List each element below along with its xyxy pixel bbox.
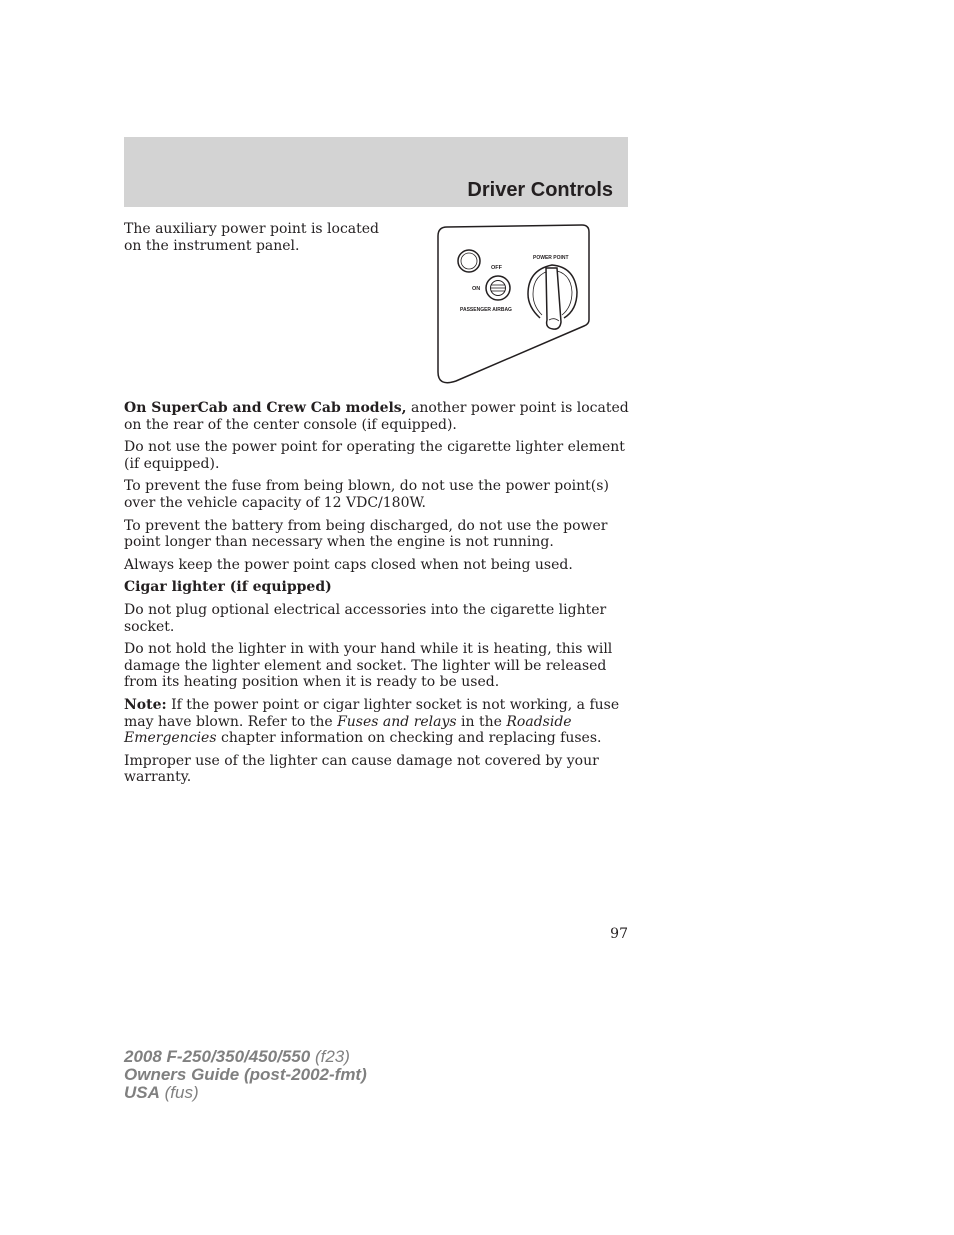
footer-model: 2008 F-250/350/450/550 bbox=[124, 1047, 311, 1066]
note-label: Note: bbox=[124, 696, 167, 713]
paragraph-warranty: Improper use of the lighter can cause damage not covered by your warranty. bbox=[124, 752, 599, 786]
paragraph-fuse: To prevent the fuse from being blown, do not use the power point(s) over the vehicle capacity of 12 VDC/180W. bbox=[124, 478, 609, 511]
heading-cigar-lighter: Cigar lighter (if equipped) bbox=[124, 579, 332, 596]
page-number: 97 bbox=[610, 926, 628, 942]
paragraph-supercab-rest: another power point is located on the rear of the center console (if equipped). bbox=[124, 400, 629, 433]
paragraph-heating: Do not hold the lighter in with your hand while it is heating, this will damage the lighter element and socket. The lighter will be released from its heating position when it is ready to be used. bbox=[124, 641, 613, 691]
paragraph-lighter-element: Do not use the power point for operating the cigarette lighter element (if equipped). bbox=[124, 439, 625, 472]
switch-label-passenger-airbag: PASSENGER AIRBAG bbox=[460, 307, 512, 313]
instrument-panel-illustration bbox=[432, 222, 594, 386]
paragraph-supercab-lead: On SuperCab and Crew Cab models, bbox=[124, 400, 407, 416]
airbag-key-switch-icon bbox=[486, 276, 510, 300]
body-text bbox=[124, 400, 632, 792]
note-ref-roadside: Roadside Emergencies bbox=[124, 713, 572, 747]
paragraph-battery: To prevent the battery from being discharged, do not use the power point longer than necessary when the engine is not running. bbox=[124, 517, 608, 551]
switch-label-on: ON bbox=[472, 286, 481, 292]
note-ref-fuses: Fuses and relays bbox=[337, 713, 457, 730]
section-title: Driver Controls bbox=[467, 179, 613, 201]
note-text-a: If the power point or cigar lighter socket is not working, a fuse may have blown. Refer to the bbox=[124, 696, 620, 730]
switch-label-off: OFF bbox=[491, 265, 502, 271]
paragraph-note bbox=[124, 697, 632, 747]
intro-paragraph: The auxiliary power point is located on the instrument panel. bbox=[124, 221, 380, 254]
footer-market-code: (fus) bbox=[159, 1083, 199, 1102]
power-point-label: POWER POINT bbox=[533, 255, 569, 261]
section-header-band bbox=[124, 137, 628, 207]
footer-model-code: (f23) bbox=[310, 1047, 350, 1066]
paragraph-accessories: Do not plug optional electrical accessories into the cigarette lighter socket. bbox=[124, 601, 607, 635]
note-text-c: chapter information on checking and replacing fuses. bbox=[216, 730, 602, 747]
note-text-b: in the bbox=[456, 713, 507, 730]
footer-market: USA bbox=[124, 1083, 160, 1102]
paragraph-supercab bbox=[124, 400, 632, 433]
paragraph-caps: Always keep the power point caps closed when not being used. bbox=[124, 556, 573, 573]
footer-document-info bbox=[124, 1048, 367, 1102]
footer-guide: Owners Guide (post-2002-fmt) bbox=[124, 1065, 367, 1084]
